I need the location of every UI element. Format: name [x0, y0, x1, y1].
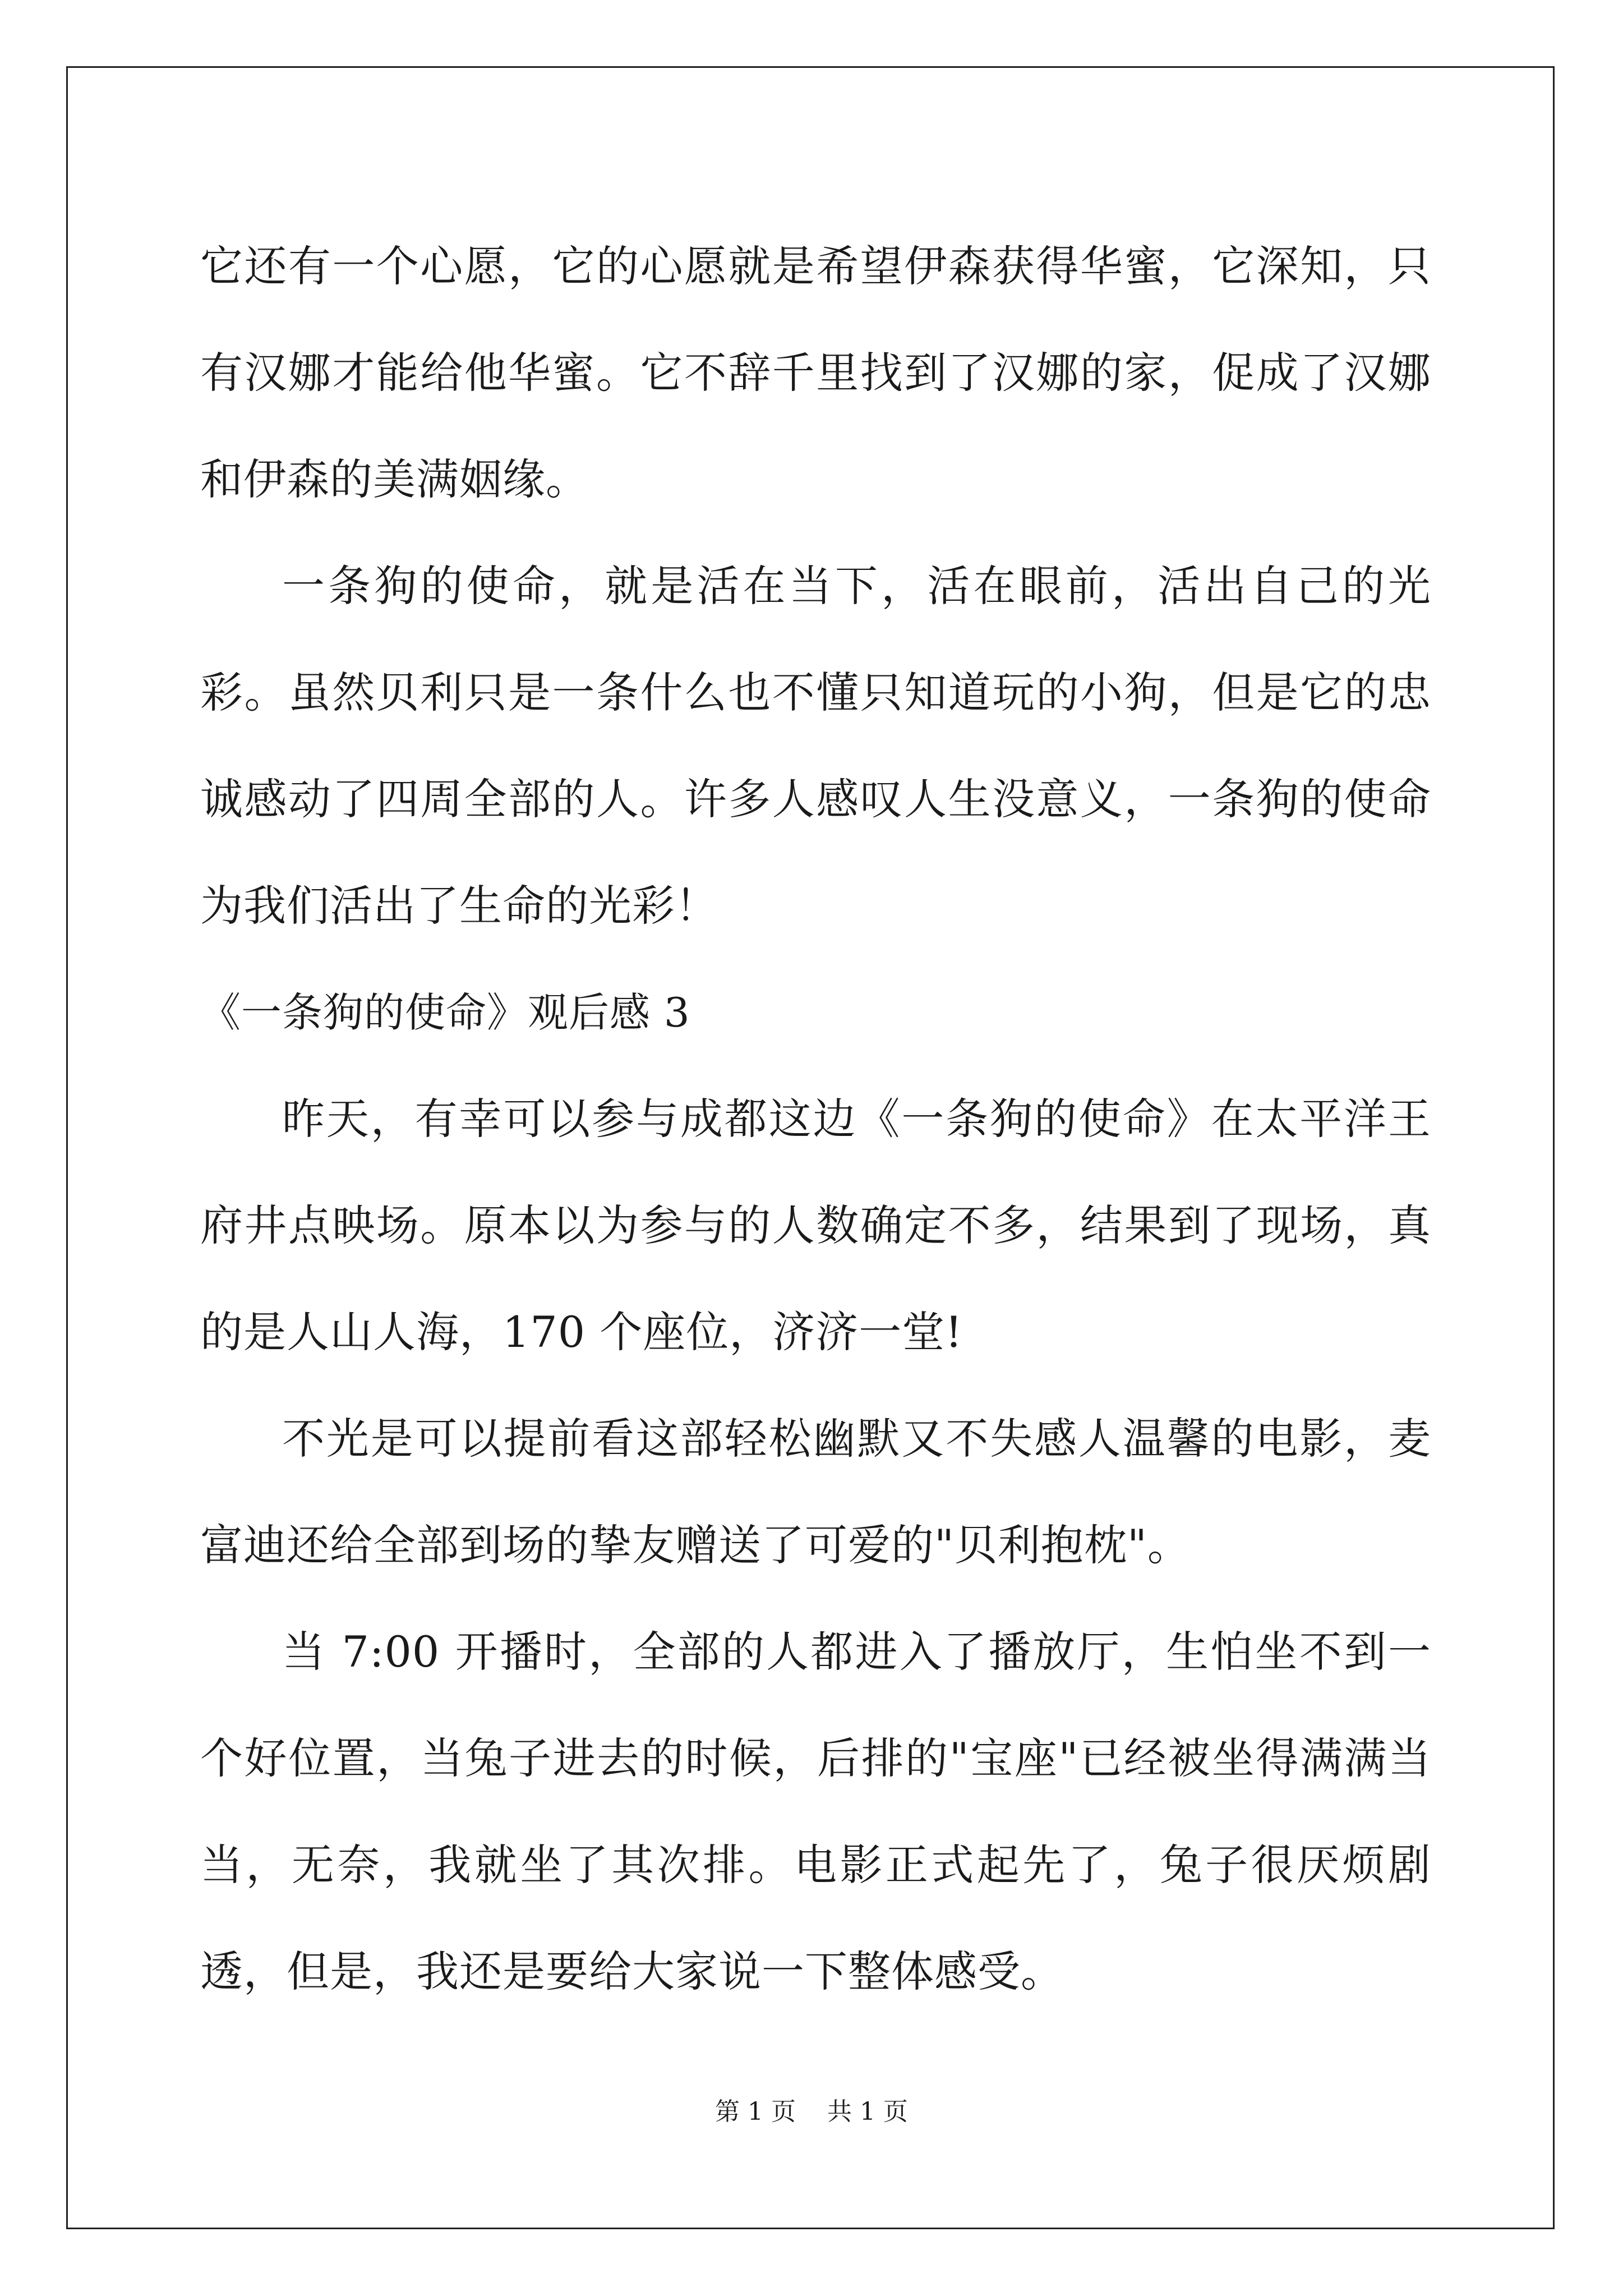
paragraph-wish: 它还有一个心愿，它的心愿就是希望伊森获得华蜜，它深知，只有汉娜才能给他华蜜。它不辞千里找到了汉娜的家，促成了汉娜和伊森的美满姻缘。	[200, 241, 1431, 504]
document-body	[200, 213, 1431, 2025]
paragraph-mission: 一条狗的使命，就是活在当下，活在眼前，活出自己的光彩。虽然贝利只是一条什么也不懂只知道玩的小狗，但是它的忠诚感动了四周全部的人。许多人感叹人生没意义，一条狗的使命为我们活出了生命的光彩！	[200, 561, 1431, 931]
page-footer: 第 1 页 共 1 页	[715, 2097, 908, 2126]
section-heading: 《一条狗的使命》观后感 3	[200, 989, 690, 1036]
paragraph-screening: 昨天，有幸可以参与成都这边《一条狗的使命》在太平洋王府井点映场。原本以为参与的人数确定不多，结果到了现场，真的是人山人海，170 个座位，济济一堂!	[200, 1094, 1431, 1357]
paragraph-seating: 当 7:00 开播时，全部的人都进入了播放厅，生怕坐不到一个好位置，当兔子进去的时候，后排的"宝座"已经被坐得满满当当，无奈，我就坐了其次排。电影正式起先了，兔子很厌烦剧透，但是，我还是要给大家说一下整体感受。	[200, 1627, 1431, 1996]
paragraph-gift: 不光是可以提前看这部轻松幽默又不失感人温馨的电影，麦富迪还给全部到场的挚友赠送了可爱的"贝利抱枕"。	[200, 1414, 1431, 1570]
